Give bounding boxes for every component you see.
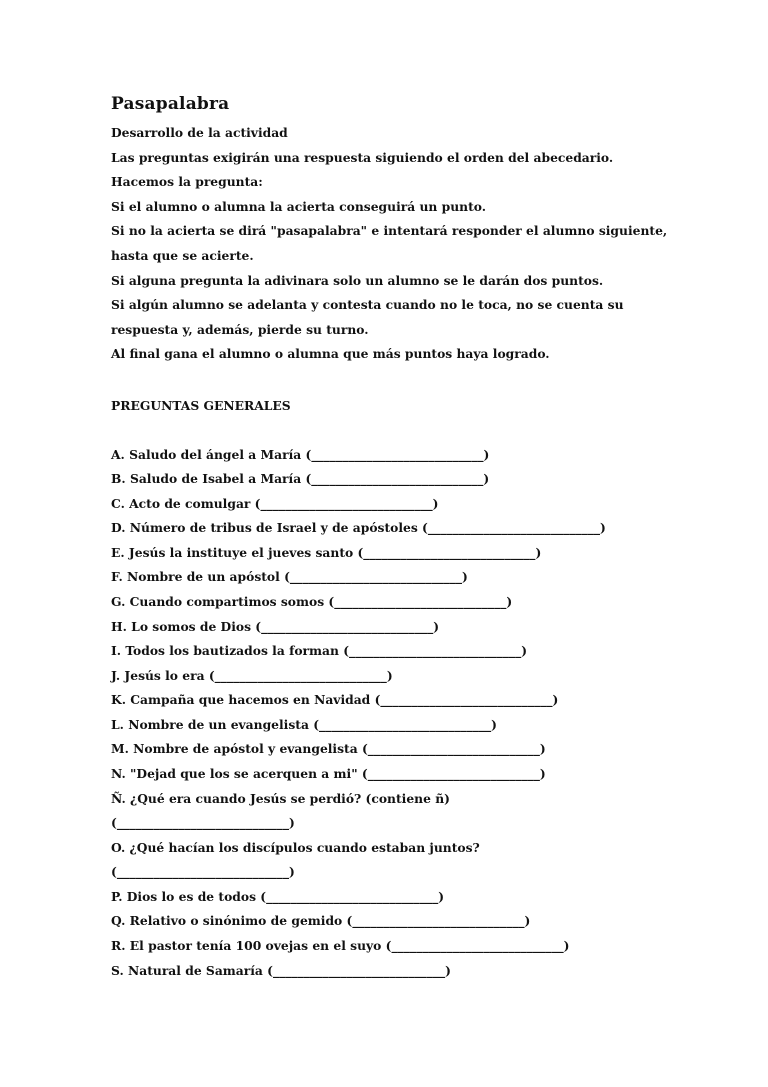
- question-item: N. "Dejad que los se acerquen a mi" (____________________________): [111, 766, 546, 781]
- question-item: J. Jesús lo era (____________________________): [111, 668, 393, 683]
- intro-line: Si el alumno o alumna la acierta conseguirá un punto.: [111, 199, 487, 214]
- intro-line: Las preguntas exigirán una respuesta siguiendo el orden del abecedario.: [111, 150, 614, 165]
- intro-line: Hacemos la pregunta:: [111, 174, 263, 189]
- question-item: L. Nombre de un evangelista (____________________________): [111, 717, 497, 732]
- question-item: D. Número de tribus de Israel y de apóstoles (____________________________): [111, 520, 606, 535]
- intro-line: Si no la acierta se dirá "pasapalabra" e intentará responder el alumno siguiente,: [111, 223, 668, 238]
- intro-line: Si algún alumno se adelanta y contesta cuando no le toca, no se cuenta su: [111, 297, 624, 312]
- question-item: M. Nombre de apóstol y evangelista (____________________________): [111, 741, 546, 756]
- question-item: Q. Relativo o sinónimo de gemido (____________________________): [111, 913, 531, 928]
- question-item: H. Lo somos de Dios (____________________________): [111, 619, 440, 634]
- question-item: E. Jesús la instituye el jueves santo (____________________________): [111, 545, 542, 560]
- question-item: G. Cuando compartimos somos (____________________________): [111, 594, 513, 609]
- answer-blank: (____________________________): [111, 815, 295, 830]
- question-item: Ñ. ¿Qué era cuando Jesús se perdió? (contiene ñ): [111, 791, 450, 806]
- question-item: A. Saludo del ángel a María (____________________________): [111, 447, 490, 462]
- question-item: B. Saludo de Isabel a María (____________________________): [111, 471, 490, 486]
- question-item: O. ¿Qué hacían los discípulos cuando estaban juntos?: [111, 840, 480, 855]
- intro-line: hasta que se acierte.: [111, 248, 254, 263]
- answer-blank: (____________________________): [111, 864, 295, 879]
- intro-line: respuesta y, además, pierde su turno.: [111, 322, 369, 337]
- question-item: R. El pastor tenía 100 ovejas en el suyo (____________________________): [111, 938, 570, 953]
- question-item: S. Natural de Samaría (____________________________): [111, 963, 451, 978]
- page-title: Pasapalabra: [111, 94, 230, 114]
- intro-line: Si alguna pregunta la adivinara solo un alumno se le darán dos puntos.: [111, 273, 604, 288]
- intro-line: Al final gana el alumno o alumna que más puntos haya logrado.: [111, 346, 550, 361]
- question-item: K. Campaña que hacemos en Navidad (____________________________): [111, 692, 559, 707]
- question-item: P. Dios lo es de todos (____________________________): [111, 889, 445, 904]
- question-item: I. Todos los bautizados la forman (____________________________): [111, 643, 528, 658]
- question-item: F. Nombre de un apóstol (____________________________): [111, 569, 468, 584]
- section-heading: PREGUNTAS GENERALES: [111, 398, 291, 413]
- question-item: C. Acto de comulgar (____________________________): [111, 496, 439, 511]
- intro-line: Desarrollo de la actividad: [111, 125, 288, 140]
